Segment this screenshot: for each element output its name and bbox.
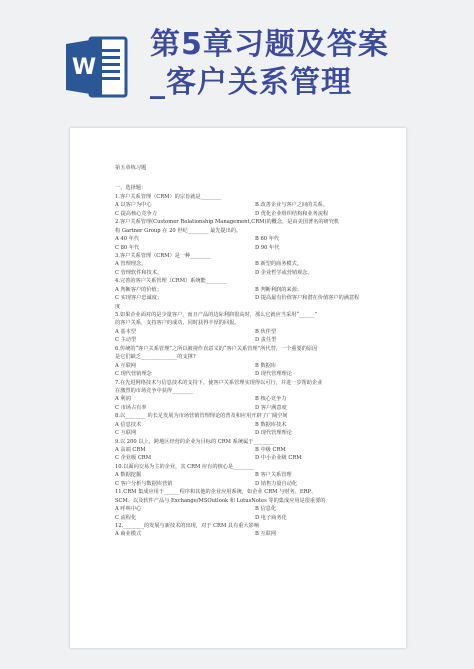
option-right: D 提高最有价值客户和潜在价值客户的满意程 (255, 295, 360, 302)
question-text: 在激烈的市场竞争中获得________ (115, 387, 193, 394)
option-left: C 流程化 (115, 514, 137, 521)
answer-options-row (115, 201, 360, 209)
option-left: A 利润 (115, 396, 131, 403)
option-right: D 销售力量自动化 (255, 480, 298, 487)
option-left: C 80 年代 (115, 244, 140, 251)
answer-options-row (115, 336, 360, 344)
option-right: D 现代管理理论 (255, 371, 292, 378)
question-text: SCM、以及软件产品与 Exchange/MSOutlook 和 LotusNotes 等的集成应用是很重要的 (115, 497, 326, 504)
question-text: 11.CRM 集成应用于______程序和其他的企业应用系统，如企业 CRM 与财务、ERP、 (115, 489, 317, 496)
question-text: 度 (115, 303, 121, 310)
question-list (115, 193, 360, 539)
document-title (150, 26, 389, 102)
option-left: A 以客户为中心 (115, 202, 152, 209)
option-left: A 互联网 (115, 362, 136, 369)
option-left: A 判断客户的价值； (115, 286, 162, 293)
option-right: D 电子商务化 (255, 514, 287, 521)
option-right: B 判断利润的来源； (255, 286, 302, 293)
option-right: D 中小企业级 CRM (255, 455, 302, 462)
option-right: B 中级 CRM (255, 447, 286, 453)
answer-options-row (115, 328, 360, 336)
option-right: D 企业哲学或营销观念。 (255, 269, 313, 276)
option-left: A 信息技术 (115, 421, 142, 428)
answer-options-row (115, 210, 360, 218)
option-right: B 伙伴型 (255, 328, 277, 335)
question-text: 6.传统的“客户关系管理”之所以被视作直意义的“客户关系管理”所代替，一个重要的原因 (115, 345, 318, 352)
option-left: C 客户分析与数据库营销 (115, 480, 173, 487)
option-right: B 新型的商务模式。 (255, 261, 302, 268)
answer-options-row (115, 269, 360, 277)
answer-options-row (115, 362, 360, 370)
option-left: C 管理软件和技术。 (115, 269, 163, 276)
question-text: 构 Gartner Group 在 20 世纪________ 最先提出的。 (115, 227, 242, 234)
answer-options-row (115, 370, 360, 378)
answer-options-row (115, 235, 360, 243)
answer-options-row (115, 244, 360, 252)
question-text: 7.在先进网络技术与信息技术的支持下，使客户关系管理实现得以可行，并进一步帮助企业 (115, 379, 323, 386)
option-left: A 管理理念。 (115, 261, 147, 268)
question-text: 4.完善的客户关系管理（CRM）系统能________ (115, 278, 227, 285)
option-left: C 市场占有率 (115, 404, 147, 411)
svg-text:W: W (71, 55, 97, 80)
option-right: D 90 年代 (255, 244, 280, 251)
title-line-1: 第5章习题及答案 (150, 27, 389, 62)
option-right: B 核心竞争力 (255, 396, 287, 403)
option-right: B 客户关系管理 (255, 472, 292, 479)
answer-options-row (115, 286, 360, 294)
answer-options-row (115, 530, 360, 538)
option-right: D 客户满意度 (255, 404, 287, 411)
answer-options-row (115, 471, 360, 479)
question-text: 是它们缺乏______________的支撑? (115, 354, 196, 361)
option-right: B 互联网 (255, 531, 277, 538)
title-line-2: _客户关系管理 (150, 65, 352, 100)
option-left: A 高端 CRM (115, 447, 146, 453)
option-right: D 优化企业组织结构和业务流程 (255, 210, 329, 217)
question-text: 1.客户关系管理（CRM）的宗旨就是________ (115, 193, 222, 200)
word-icon (64, 34, 130, 100)
answer-options-row (115, 480, 360, 488)
option-left: C 现代营销理念 (115, 371, 152, 378)
document-body (115, 164, 360, 539)
answer-options-row (115, 429, 360, 437)
header-banner (0, 0, 474, 120)
answer-options-row (115, 421, 360, 429)
option-left: A 基本型 (115, 328, 136, 335)
option-right: B 信息化 (255, 506, 277, 513)
answer-options-row (115, 505, 360, 513)
option-left: C 主动型 (115, 337, 137, 344)
question-text: 12.________的发展与新技术的出现，对于 CRM 具有重大影响 (115, 522, 260, 529)
question-text: 3.客户关系管理（CRM）是一种________ (115, 252, 211, 259)
answer-options-row (115, 395, 360, 403)
option-right: B 数据库 (255, 362, 277, 369)
doc-heading: 第五章练习题 (115, 165, 147, 171)
question-text: 8.以________ 的长足发展为市场营销管理理论的普及和应用开辟了广阔空间 (115, 413, 288, 420)
option-right: B 改善企业与客户之间的关系。 (255, 202, 328, 209)
option-right: B 数据库技术 (255, 421, 287, 428)
question-text: 5.如果企业面对的是少量客户，而且产品的边际利润很高时，那么它就应当采用“______” (115, 312, 318, 318)
option-right: D 现代管理理论 (255, 430, 292, 437)
option-left: A 数据挖掘 (115, 472, 142, 479)
answer-options-row (115, 260, 360, 268)
answer-options-row (115, 514, 360, 522)
option-left: C 企业级 CRM (115, 455, 152, 462)
answer-options-row (115, 294, 360, 302)
option-right: B 60 年代 (255, 236, 280, 243)
option-left: C 实现客户忠诚度； (115, 295, 163, 302)
answer-options-row (115, 404, 360, 412)
option-left: C 互联网 (115, 430, 137, 437)
question-text: 2.客户关系管理(Customer Relationship Management,CRM)的概念，是由美国著名的研究机 (115, 219, 340, 226)
option-left: C 提高核心竞争力 (115, 210, 157, 217)
question-text: 10.以面向交易为主的企业，其 CRM 应有的核心是________ (115, 463, 254, 470)
option-left: A 呼叫中心 (115, 506, 142, 513)
option-right: D 责任型 (255, 337, 277, 344)
question-text: 9.以 200 以上，跨地区经营的企业为目标的 CRM 系统属于________ (115, 438, 275, 445)
question-text: 的客户关系，支持客户的成功，同时获得丰厚的回报。 (115, 320, 240, 327)
answer-options-row (115, 446, 360, 454)
answer-options-row (115, 454, 360, 462)
section-heading: 一、选择题： (115, 185, 147, 192)
option-left: A 商业模式 (115, 531, 142, 538)
option-left: A 40 年代 (115, 236, 140, 243)
